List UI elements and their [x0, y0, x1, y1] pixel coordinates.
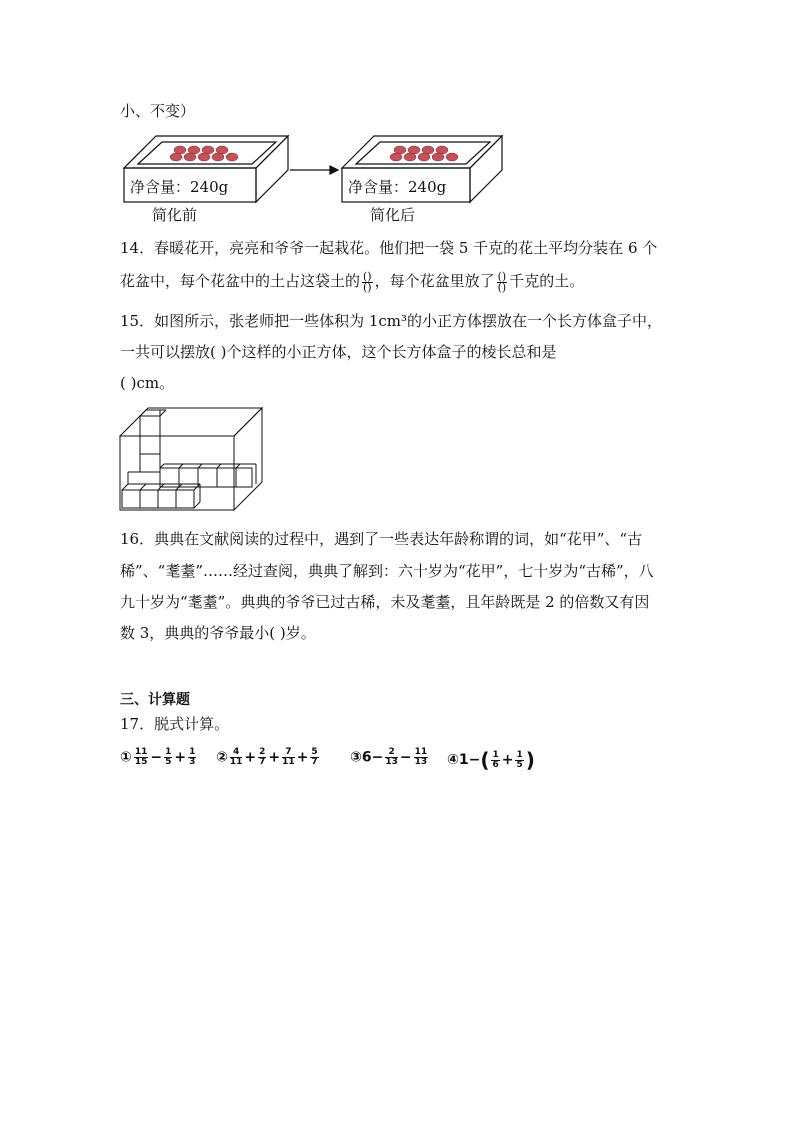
caption-after: 简化后 [370, 206, 416, 224]
q15-line3: ( )cm。 [120, 374, 175, 392]
cuboid-side [234, 408, 262, 510]
fraction: $\frac{1}{5}$ [516, 749, 523, 770]
fraction: $\frac{11}{13}$ [414, 747, 428, 767]
item-marker: ④ [447, 752, 459, 768]
q15-line2: 一共可以摆放( )个这样的小正方体，这个长方体盒子的棱长总和是 [120, 343, 557, 361]
cuboid-cubes-figure [118, 406, 268, 514]
item-marker: ② [216, 749, 228, 766]
box-before-label: 净含量：240g [130, 178, 229, 196]
cuboid-top [120, 408, 262, 436]
q14-text-c: 千克的土。 [509, 272, 585, 290]
q14-text-b: ，每个花盆里放了 [374, 272, 495, 290]
q16-line2: 稀”、“耄耋”……经过查阅，典典了解到：六十岁为“花甲”，七十岁为“古稀”，八 [120, 562, 654, 580]
q15-line1: 15．如图所示，张老师把一些体积为 1cm³的小正方体摆放在一个长方体盒子中， [120, 312, 663, 330]
q14-blank-fraction-1[interactable] [362, 269, 373, 294]
caption-before: 简化前 [152, 206, 198, 224]
q14-blank-fraction-2[interactable] [497, 269, 508, 294]
q14-line1: 14．春暖花开，亮亮和爷爷一起栽花。他们把一袋 5 千克的花土平均分装在 6 个 [120, 239, 658, 257]
fraction: $\frac{4}{11}$ [229, 747, 243, 767]
q16-line3: 九十岁为“耄耋”。典典的爷爷已过古稀，未及耄耋，且年龄既是 2 的倍数又有因 [120, 593, 650, 611]
calc-item-1: ① $\frac{11}{15}$ − $\frac{1}{5}$ + $\frac{1}{3}$ [120, 747, 196, 767]
blank-numerator: () [497, 269, 507, 283]
cupcakes-before [170, 146, 238, 161]
q16-line1: 16．典典在文献阅读的过程中，遇到了一些表达年龄称谓的词，如“花甲”、“古 [120, 530, 643, 548]
fraction: $\frac{2}{7}$ [259, 747, 266, 767]
calc-item-3: ③6− $\frac{2}{13}$ − $\frac{11}{13}$ [350, 747, 428, 767]
question-fragment: 小、不变） [120, 102, 196, 120]
calc-item-2: ② $\frac{4}{11}$ + $\frac{2}{7}$ + $\frac{7}{11}$ + $\frac{5}{7}$ [216, 747, 318, 767]
calc-item-4: ④1−( $\frac{1}{6}$ + $\frac{1}{5}$ ) [447, 748, 535, 772]
fraction: $\frac{5}{7}$ [311, 747, 318, 767]
cupcakes-after [390, 146, 458, 161]
q14-line2 [120, 270, 584, 293]
fraction: $\frac{1}{3}$ [189, 747, 196, 767]
item-marker: ① [120, 749, 132, 766]
q14-text-a: 花盆中，每个花盆中的土占这袋土的 [120, 272, 361, 290]
fraction: $\frac{11}{15}$ [134, 747, 148, 767]
section-title: 三、计算题 [120, 692, 190, 708]
q16-line4: 数 3，典典的爷爷最小( )岁。 [120, 624, 316, 642]
arrow-icon [290, 166, 338, 174]
fraction: $\frac{1}{5}$ [165, 747, 172, 767]
blank-numerator: () [363, 269, 372, 283]
fraction: $\frac{7}{11}$ [282, 747, 295, 767]
blank-denominator: () [363, 280, 372, 294]
q17-prompt: 17．脱式计算。 [120, 715, 230, 733]
box-after-label: 净含量：240g [348, 178, 447, 196]
blank-denominator: () [497, 280, 507, 294]
fraction: $\frac{2}{13}$ [385, 747, 398, 767]
item-marker: ③ [350, 749, 362, 766]
fraction: $\frac{1}{6}$ [492, 749, 499, 770]
